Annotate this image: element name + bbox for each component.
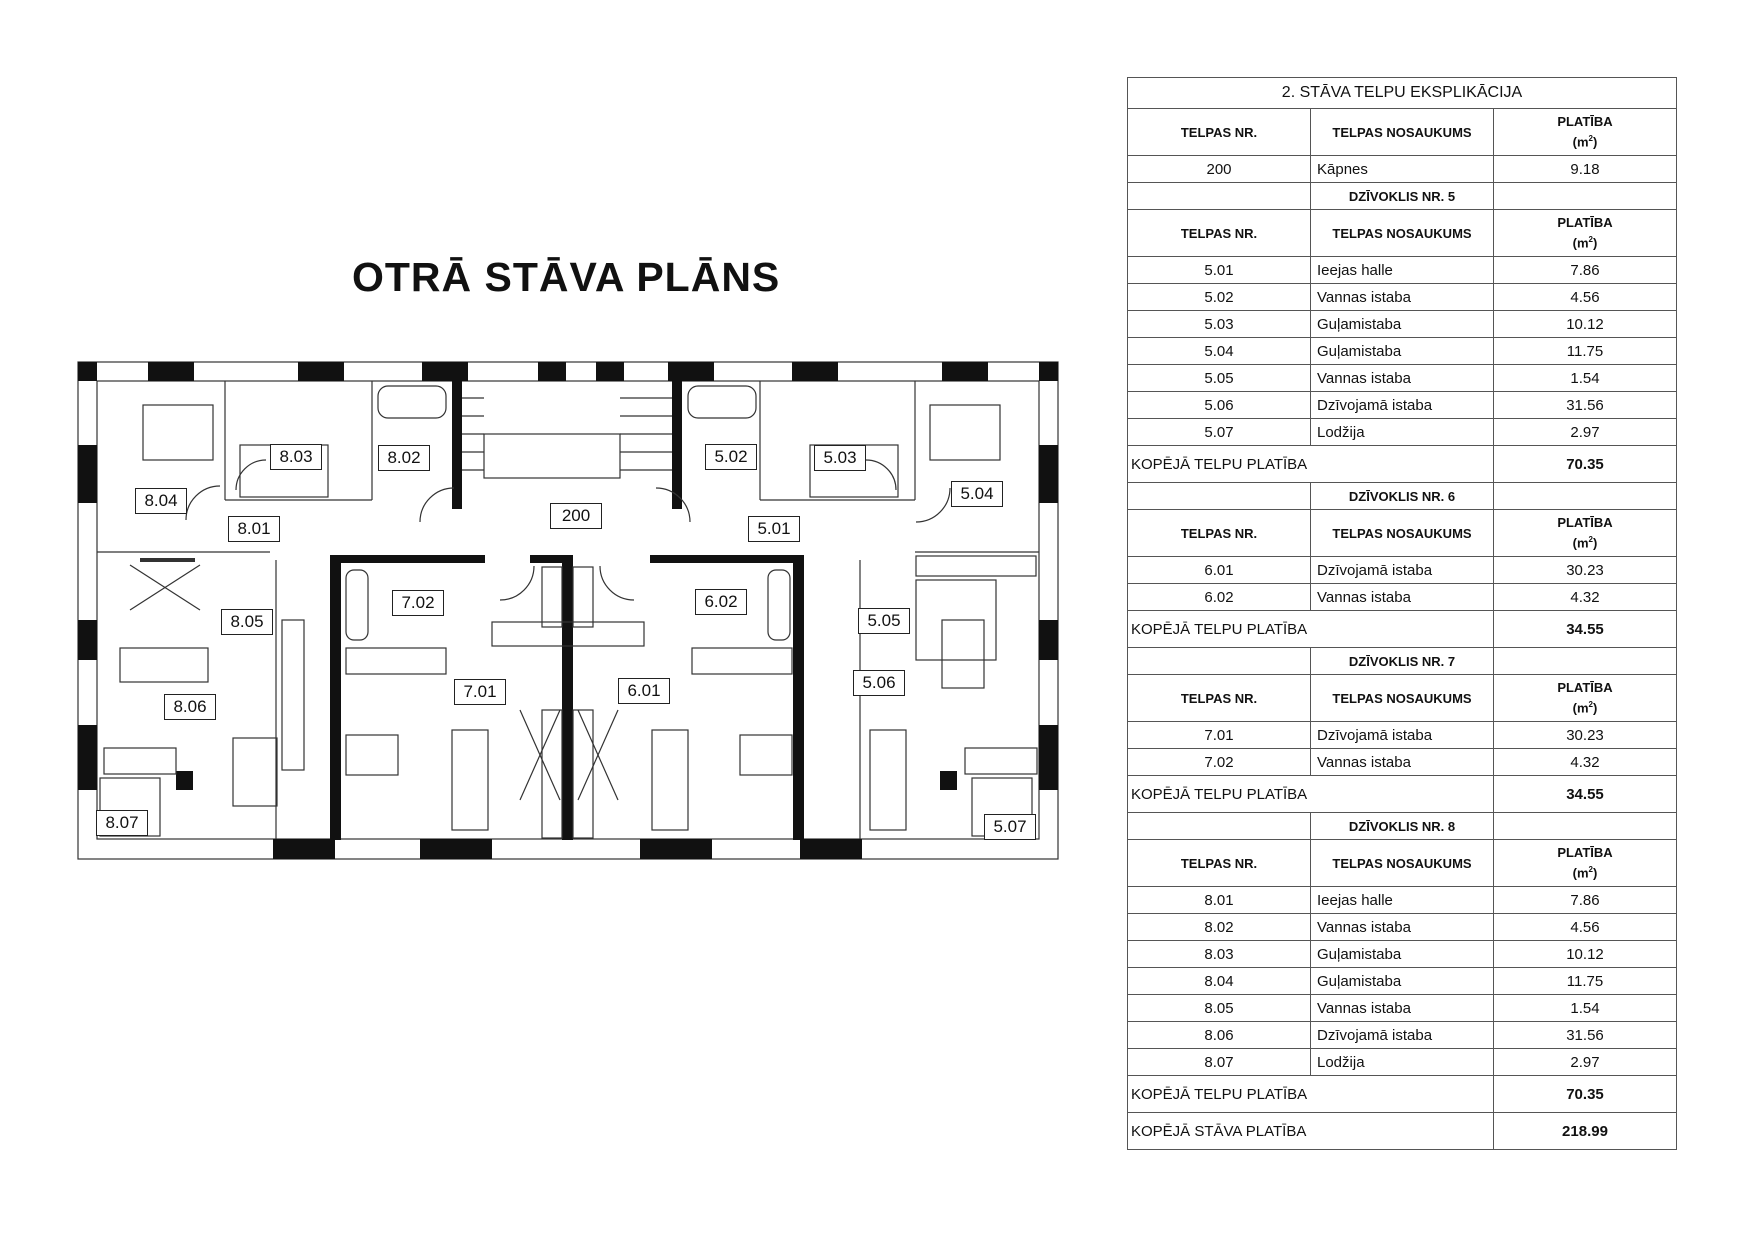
table-row bbox=[1128, 941, 1677, 968]
room-label: 6.02 bbox=[695, 589, 747, 615]
header-row bbox=[1128, 840, 1677, 887]
room-label: 5.01 bbox=[748, 516, 800, 542]
room-label: 8.06 bbox=[164, 694, 216, 720]
room-area: 4.32 bbox=[1494, 749, 1677, 776]
table-row bbox=[1128, 995, 1677, 1022]
room-label: 5.03 bbox=[814, 445, 866, 471]
room-area: 9.18 bbox=[1494, 156, 1677, 183]
apartment-heading-row bbox=[1128, 183, 1677, 210]
header-row bbox=[1128, 109, 1677, 156]
room-nr: 6.01 bbox=[1128, 557, 1311, 584]
room-name: Dzīvojamā istaba bbox=[1311, 557, 1494, 584]
room-label: 5.05 bbox=[858, 608, 910, 634]
table-row bbox=[1128, 284, 1677, 311]
table-row bbox=[1128, 557, 1677, 584]
room-nr: 8.07 bbox=[1128, 1049, 1311, 1076]
room-area: 4.56 bbox=[1494, 284, 1677, 311]
room-area: 10.12 bbox=[1494, 311, 1677, 338]
room-label: 8.01 bbox=[228, 516, 280, 542]
room-label: 5.02 bbox=[705, 444, 757, 470]
apartment-total-value: 34.55 bbox=[1494, 776, 1677, 813]
table-row bbox=[1128, 1022, 1677, 1049]
room-area: 7.86 bbox=[1494, 887, 1677, 914]
room-area: 4.32 bbox=[1494, 584, 1677, 611]
room-nr: 8.04 bbox=[1128, 968, 1311, 995]
table-row bbox=[1128, 156, 1677, 183]
table-row bbox=[1128, 392, 1677, 419]
floor-total-value: 218.99 bbox=[1494, 1113, 1677, 1150]
room-label: 7.02 bbox=[392, 590, 444, 616]
room-name: Vannas istaba bbox=[1311, 584, 1494, 611]
col-nr-header: TELPAS NR. bbox=[1128, 840, 1311, 887]
room-name: Guļamistaba bbox=[1311, 338, 1494, 365]
floor-total-row bbox=[1128, 1113, 1677, 1150]
room-name: Vannas istaba bbox=[1311, 284, 1494, 311]
room-nr: 5.01 bbox=[1128, 257, 1311, 284]
room-nr: 5.02 bbox=[1128, 284, 1311, 311]
room-nr: 7.02 bbox=[1128, 749, 1311, 776]
col-area-header: PLATĪBA $(m^2)$ bbox=[1494, 210, 1677, 257]
room-nr: 8.03 bbox=[1128, 941, 1311, 968]
room-label: 8.04 bbox=[135, 488, 187, 514]
table-row bbox=[1128, 584, 1677, 611]
col-area-header: PLATĪBA $(m^2)$ bbox=[1494, 109, 1677, 156]
room-name: Guļamistaba bbox=[1311, 968, 1494, 995]
room-nr: 8.05 bbox=[1128, 995, 1311, 1022]
room-area: 31.56 bbox=[1494, 392, 1677, 419]
apartment-heading-row bbox=[1128, 648, 1677, 675]
apartment-total-row bbox=[1128, 776, 1677, 813]
room-label: 8.05 bbox=[221, 609, 273, 635]
col-name-header: TELPAS NOSAUKUMS bbox=[1311, 840, 1494, 887]
header-row bbox=[1128, 675, 1677, 722]
table-row bbox=[1128, 1049, 1677, 1076]
room-area: 10.12 bbox=[1494, 941, 1677, 968]
apartment-total-label: KOPĒJĀ TELPU PLATĪBA bbox=[1128, 1076, 1494, 1113]
room-area: 30.23 bbox=[1494, 722, 1677, 749]
room-schedule-table bbox=[1127, 77, 1677, 1150]
room-area: 2.97 bbox=[1494, 1049, 1677, 1076]
room-nr: 5.05 bbox=[1128, 365, 1311, 392]
apartment-total-label: KOPĒJĀ TELPU PLATĪBA bbox=[1128, 611, 1494, 648]
plan-title: OTRĀ STĀVA PLĀNS bbox=[352, 254, 781, 300]
apartment-total-row bbox=[1128, 446, 1677, 483]
table-row bbox=[1128, 968, 1677, 995]
apartment-heading: DZĪVOKLIS NR. 7 bbox=[1311, 648, 1494, 675]
room-name: Lodžija bbox=[1311, 419, 1494, 446]
floor-total-label: KOPĒJĀ STĀVA PLATĪBA bbox=[1128, 1113, 1494, 1150]
room-name: Vannas istaba bbox=[1311, 365, 1494, 392]
col-nr-header: TELPAS NR. bbox=[1128, 109, 1311, 156]
table-row bbox=[1128, 338, 1677, 365]
apartment-total-label: KOPĒJĀ TELPU PLATĪBA bbox=[1128, 776, 1494, 813]
room-label: 5.07 bbox=[984, 814, 1036, 840]
room-name: Dzīvojamā istaba bbox=[1311, 392, 1494, 419]
col-area-header: PLATĪBA $(m^2)$ bbox=[1494, 675, 1677, 722]
col-name-header: TELPAS NOSAUKUMS bbox=[1311, 210, 1494, 257]
room-name: Vannas istaba bbox=[1311, 914, 1494, 941]
room-area: 1.54 bbox=[1494, 995, 1677, 1022]
room-area: 11.75 bbox=[1494, 968, 1677, 995]
header-row bbox=[1128, 510, 1677, 557]
room-label: 5.06 bbox=[853, 670, 905, 696]
table-row bbox=[1128, 749, 1677, 776]
room-area: 4.56 bbox=[1494, 914, 1677, 941]
apartment-total-label: KOPĒJĀ TELPU PLATĪBA bbox=[1128, 446, 1494, 483]
header-row bbox=[1128, 210, 1677, 257]
room-nr: 6.02 bbox=[1128, 584, 1311, 611]
room-nr: 5.06 bbox=[1128, 392, 1311, 419]
table-row bbox=[1128, 311, 1677, 338]
room-nr: 5.04 bbox=[1128, 338, 1311, 365]
apartment-heading: DZĪVOKLIS NR. 6 bbox=[1311, 483, 1494, 510]
room-nr: 5.07 bbox=[1128, 419, 1311, 446]
apartment-total-value: 34.55 bbox=[1494, 611, 1677, 648]
room-label: 8.07 bbox=[96, 810, 148, 836]
room-label: 200 bbox=[550, 503, 602, 529]
table-row bbox=[1128, 419, 1677, 446]
col-nr-header: TELPAS NR. bbox=[1128, 510, 1311, 557]
room-area: 1.54 bbox=[1494, 365, 1677, 392]
room-nr: 7.01 bbox=[1128, 722, 1311, 749]
room-name: Guļamistaba bbox=[1311, 941, 1494, 968]
room-area: 31.56 bbox=[1494, 1022, 1677, 1049]
room-label: 8.02 bbox=[378, 445, 430, 471]
room-area: 30.23 bbox=[1494, 557, 1677, 584]
table-row bbox=[1128, 257, 1677, 284]
table-row bbox=[1128, 365, 1677, 392]
room-name: Ieejas halle bbox=[1311, 887, 1494, 914]
room-label: 7.01 bbox=[454, 679, 506, 705]
room-area: 2.97 bbox=[1494, 419, 1677, 446]
room-name: Vannas istaba bbox=[1311, 995, 1494, 1022]
col-name-header: TELPAS NOSAUKUMS bbox=[1311, 510, 1494, 557]
room-nr: 8.02 bbox=[1128, 914, 1311, 941]
room-area: 7.86 bbox=[1494, 257, 1677, 284]
table-row bbox=[1128, 722, 1677, 749]
col-name-header: TELPAS NOSAUKUMS bbox=[1311, 109, 1494, 156]
room-nr: 8.06 bbox=[1128, 1022, 1311, 1049]
col-nr-header: TELPAS NR. bbox=[1128, 210, 1311, 257]
col-nr-header: TELPAS NR. bbox=[1128, 675, 1311, 722]
room-name: Kāpnes bbox=[1311, 156, 1494, 183]
room-label: 5.04 bbox=[951, 481, 1003, 507]
room-label: 8.03 bbox=[270, 444, 322, 470]
apartment-heading: DZĪVOKLIS NR. 5 bbox=[1311, 183, 1494, 210]
apartment-heading-row bbox=[1128, 813, 1677, 840]
room-nr: 8.01 bbox=[1128, 887, 1311, 914]
room-area: 11.75 bbox=[1494, 338, 1677, 365]
room-name: Lodžija bbox=[1311, 1049, 1494, 1076]
col-name-header: TELPAS NOSAUKUMS bbox=[1311, 675, 1494, 722]
apartment-total-value: 70.35 bbox=[1494, 1076, 1677, 1113]
room-name: Dzīvojamā istaba bbox=[1311, 722, 1494, 749]
room-label: 6.01 bbox=[618, 678, 670, 704]
schedule-title: 2. STĀVA TELPU EKSPLIKĀCIJA bbox=[1128, 78, 1677, 109]
room-name: Dzīvojamā istaba bbox=[1311, 1022, 1494, 1049]
apartment-total-value: 70.35 bbox=[1494, 446, 1677, 483]
room-name: Vannas istaba bbox=[1311, 749, 1494, 776]
apartment-heading-row bbox=[1128, 483, 1677, 510]
wardrobe-bar bbox=[140, 558, 195, 562]
room-name: Ieejas halle bbox=[1311, 257, 1494, 284]
room-nr: 5.03 bbox=[1128, 311, 1311, 338]
col-area-header: PLATĪBA $(m^2)$ bbox=[1494, 510, 1677, 557]
schedule-title-row bbox=[1128, 78, 1677, 109]
col-area-header: PLATĪBA $(m^2)$ bbox=[1494, 840, 1677, 887]
apartments-section bbox=[1128, 183, 1677, 1113]
table-row bbox=[1128, 914, 1677, 941]
apartment-total-row bbox=[1128, 611, 1677, 648]
apartment-heading: DZĪVOKLIS NR. 8 bbox=[1311, 813, 1494, 840]
apartment-total-row bbox=[1128, 1076, 1677, 1113]
table-row bbox=[1128, 887, 1677, 914]
room-nr: 200 bbox=[1128, 156, 1311, 183]
room-name: Guļamistaba bbox=[1311, 311, 1494, 338]
